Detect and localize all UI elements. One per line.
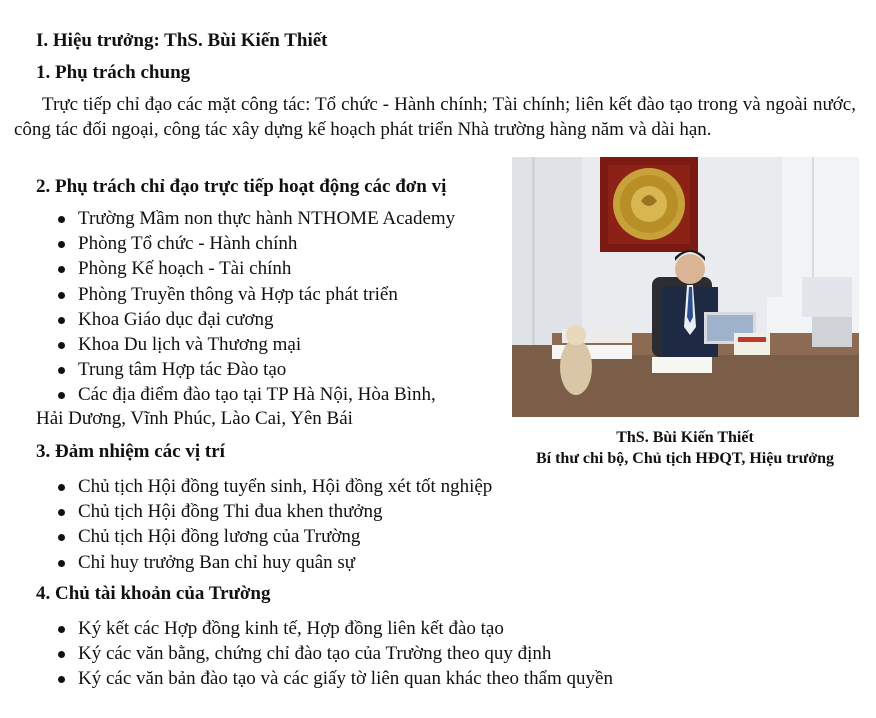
portrait-photo — [512, 157, 859, 417]
list-item-text: Chủ tịch Hội đồng tuyển sinh, Hội đồng xét tốt nghiệp — [78, 476, 493, 497]
section-2-continuation: Hải Dương, Vĩnh Phúc, Lào Cai, Yên Bái — [36, 408, 353, 429]
list-item — [56, 524, 492, 549]
list-item — [56, 616, 613, 641]
bullet-icon — [58, 392, 65, 399]
list-item — [56, 231, 455, 256]
bullet-icon — [58, 292, 65, 299]
list-item-text: Trung tâm Hợp tác Đào tạo — [78, 359, 287, 381]
list-item-text: Phòng Truyền thông và Hợp tác phát triển — [78, 283, 398, 305]
list-item — [56, 282, 455, 307]
list-item — [56, 641, 613, 666]
bullet-icon — [58, 560, 65, 567]
bullet-icon — [58, 651, 65, 658]
section-4-title: 4. Chủ tài khoản của Trường — [36, 583, 271, 604]
bullet-icon — [58, 266, 65, 273]
list-item — [56, 332, 455, 357]
list-item-text: Trường Mầm non thực hành NTHOME Academy — [78, 208, 456, 229]
list-item — [56, 499, 492, 524]
list-item-text: Chủ tịch Hội đồng lương của Trường — [78, 526, 361, 548]
photo-caption-name: ThS. Bùi Kiến Thiết — [616, 429, 754, 446]
bullet-icon — [58, 509, 65, 516]
bullet-icon — [58, 317, 65, 324]
section-3-title: 3. Đảm nhiệm các vị trí — [36, 441, 225, 462]
section-1-title: 1. Phụ trách chung — [36, 62, 191, 83]
section-1-text: Trực tiếp chỉ đạo các mặt công tác: Tổ chức - Hành chính; Tài chính; liên kết đào tạo trong và ngoài nước, công tác đối ngoại, công tác xây dựng kế hoạch phát triển Nhà trường hàng năm và dài hạn. — [14, 94, 856, 140]
list-item-text: Phòng Kế hoạch - Tài chính — [78, 258, 292, 280]
section-2-title: 2. Phụ trách chỉ đạo trực tiếp hoạt động các đơn vị — [36, 176, 447, 197]
bullet-icon — [58, 676, 65, 683]
section-1-paragraph — [14, 93, 856, 142]
list-item-text: Ký các văn bản đào tạo và các giấy tờ liên quan khác theo thẩm quyền — [78, 668, 613, 690]
list-item-text: Phòng Tổ chức - Hành chính — [78, 233, 298, 255]
bullet-icon — [58, 534, 65, 541]
list-item — [56, 550, 492, 575]
list-item-text: Khoa Giáo dục đại cương — [78, 308, 274, 330]
list-item — [56, 206, 455, 231]
list-item — [56, 666, 613, 691]
list-item — [56, 256, 455, 281]
list-item — [56, 474, 492, 499]
bullet-icon — [58, 342, 65, 349]
list-item-text: Ký các văn bằng, chứng chỉ đào tạo của Trường theo quy định — [78, 643, 552, 665]
bullet-icon — [58, 367, 65, 374]
list-item-text: Khoa Du lịch và Thương mại — [78, 334, 302, 356]
bullet-icon — [58, 484, 65, 491]
list-item — [56, 382, 455, 407]
main-heading: I. Hiệu trưởng: ThS. Bùi Kiến Thiết — [36, 30, 328, 51]
list-item — [56, 307, 455, 332]
list-item-text: Ký kết các Hợp đồng kinh tế, Hợp đồng liên kết đào tạo — [78, 618, 504, 639]
bullet-icon — [58, 626, 65, 633]
list-item-text: Chủ tịch Hội đồng Thi đua khen thưởng — [78, 501, 383, 523]
section-2-list — [56, 206, 455, 408]
bullet-icon — [58, 216, 65, 223]
list-item — [56, 357, 455, 382]
list-item-text: Chỉ huy trưởng Ban chỉ huy quân sự — [78, 551, 356, 573]
photo-caption-title: Bí thư chi bộ, Chủ tịch HĐQT, Hiệu trưởng — [535, 450, 835, 467]
bullet-icon — [58, 241, 65, 248]
section-4-list — [56, 616, 613, 692]
section-3-list — [56, 474, 492, 575]
list-item-text: Các địa điểm đào tạo tại TP Hà Nội, Hòa Bình, — [78, 384, 436, 406]
